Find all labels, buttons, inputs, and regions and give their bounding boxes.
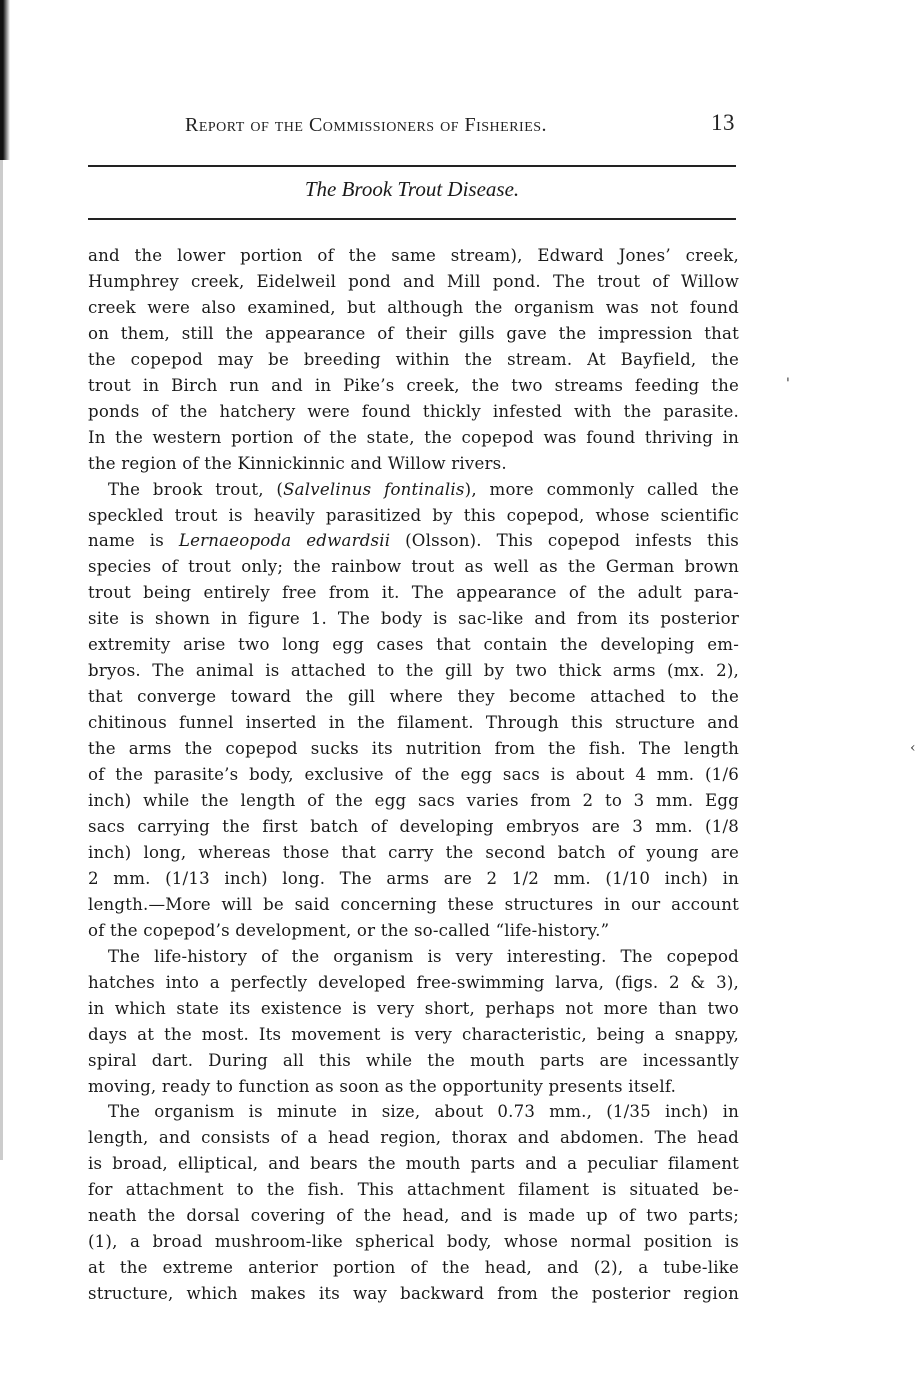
text-line: Humphrey creek, Eidelweil pond and Mill pond. The trout of Willow	[88, 271, 739, 291]
text-run: ), more commonly called the	[464, 479, 739, 499]
text-line: on them, still the appearance of their gills gave the impression that	[88, 323, 739, 343]
text-line: sacs carrying the first batch of developing embryos are 3 mm. (1/8	[88, 816, 739, 836]
text-line: species of trout only; the rainbow trout as well as the German brown	[88, 557, 739, 577]
paragraph	[88, 1099, 739, 1307]
text-line: that converge toward the gill where they become attached to the	[88, 687, 739, 707]
text-line: the copepod may be breeding within the stream. At Bayfield, the	[88, 349, 739, 369]
text-line: length.—More will be said concerning these structures in our account	[88, 894, 739, 914]
margin-mark: '	[786, 376, 790, 392]
text-line: inch) long, whereas those that carry the second batch of young are	[88, 842, 739, 862]
paragraph	[88, 944, 739, 1100]
scan-page-edge	[0, 0, 10, 160]
text-line: days at the most. Its movement is very characteristic, being a snappy,	[88, 1024, 739, 1044]
text-line: length, and consists of a head region, thorax and abdomen. The head	[88, 1128, 739, 1148]
text-line: speckled trout is heavily parasitized by this copepod, whose scientific	[88, 505, 739, 525]
text-line: for attachment to the fish. This attachment filament is situated be-	[88, 1180, 739, 1200]
text-line: the arms the copepod sucks its nutrition from the fish. The length	[88, 739, 739, 759]
text-line: 2 mm. (1/13 inch) long. The arms are 2 1/2 mm. (1/10 inch) in	[88, 868, 739, 888]
body-text	[88, 243, 739, 1307]
text-run: (Olsson). This copepod infests this	[390, 531, 739, 551]
text-line: In the western portion of the state, the copepod was found thriving in	[88, 427, 739, 447]
header-rule-top	[88, 165, 736, 167]
text-line: neath the dorsal covering of the head, and is made up of two parts;	[88, 1206, 739, 1226]
page-number: 13	[711, 110, 735, 135]
text-line: ponds of the hatchery were found thickly infested with the parasite.	[88, 401, 739, 421]
running-head	[185, 110, 735, 140]
paragraph	[88, 243, 739, 477]
text-line: (1), a broad mushroom-like spherical body, whose normal position is	[88, 1232, 739, 1252]
text-line: at the extreme anterior portion of the head, and (2), a tube-like	[88, 1258, 739, 1278]
text-line: extremity arise two long egg cases that contain the developing em-	[88, 635, 739, 655]
text-run: name is	[88, 531, 179, 551]
text-line: The life-history of the organism is very interesting. The copepod	[108, 946, 739, 966]
text-line: chitinous funnel inserted in the filament. Through this structure and	[88, 713, 739, 733]
text-line: of the parasite’s body, exclusive of the egg sacs is about 4 mm. (1/6	[88, 765, 739, 785]
text-line: of the copepod’s development, or the so-called “life-history.”	[88, 920, 610, 940]
text-line: The organism is minute in size, about 0.73 mm., (1/35 inch) in	[108, 1102, 739, 1122]
text-line: inch) while the length of the egg sacs varies from 2 to 3 mm. Egg	[88, 791, 739, 811]
text-line: creek were also examined, but although the organism was not found	[88, 297, 739, 317]
italic-term: Salvelinus fontinalis	[283, 479, 465, 499]
header-rule-bottom	[88, 218, 736, 220]
running-title: Report of the Commissioners of Fisheries.	[185, 114, 548, 136]
paragraph	[88, 477, 739, 944]
scan-margin-shadow	[0, 160, 3, 1160]
text-line: hatches into a perfectly developed free-swimming larva, (figs. 2 & 3),	[88, 972, 739, 992]
text-line: spiral dart. During all this while the mouth parts are incessantly	[88, 1050, 739, 1070]
text-line: moving, ready to function as soon as the opportunity presents itself.	[88, 1076, 677, 1096]
text-run: The brook trout, (	[108, 479, 284, 499]
text-line: and the lower portion of the same stream), Edward Jones’ creek,	[88, 246, 739, 265]
text-line: in which state its existence is very short, perhaps not more than two	[88, 998, 739, 1018]
text-line: bryos. The animal is attached to the gill by two thick arms (mx. 2),	[88, 661, 739, 681]
section-title: The Brook Trout Disease.	[304, 177, 520, 201]
text-line: trout being entirely free from it. The appearance of the adult para-	[88, 583, 739, 603]
text-line: trout in Birch run and in Pike’s creek, the two streams feeding the	[88, 375, 739, 395]
text-line: structure, which makes its way backward from the posterior region	[88, 1284, 739, 1304]
text-line: the region of the Kinnickinnic and Willow rivers.	[88, 453, 507, 473]
italic-term: Lernaeopoda edwardsii	[178, 531, 391, 551]
margin-mark: ‹	[910, 740, 916, 756]
text-line	[88, 477, 739, 503]
text-line	[88, 528, 739, 554]
text-line: site is shown in figure 1. The body is sac-like and from its posterior	[88, 609, 739, 629]
text-line: is broad, elliptical, and bears the mouth parts and a peculiar filament	[88, 1154, 739, 1174]
